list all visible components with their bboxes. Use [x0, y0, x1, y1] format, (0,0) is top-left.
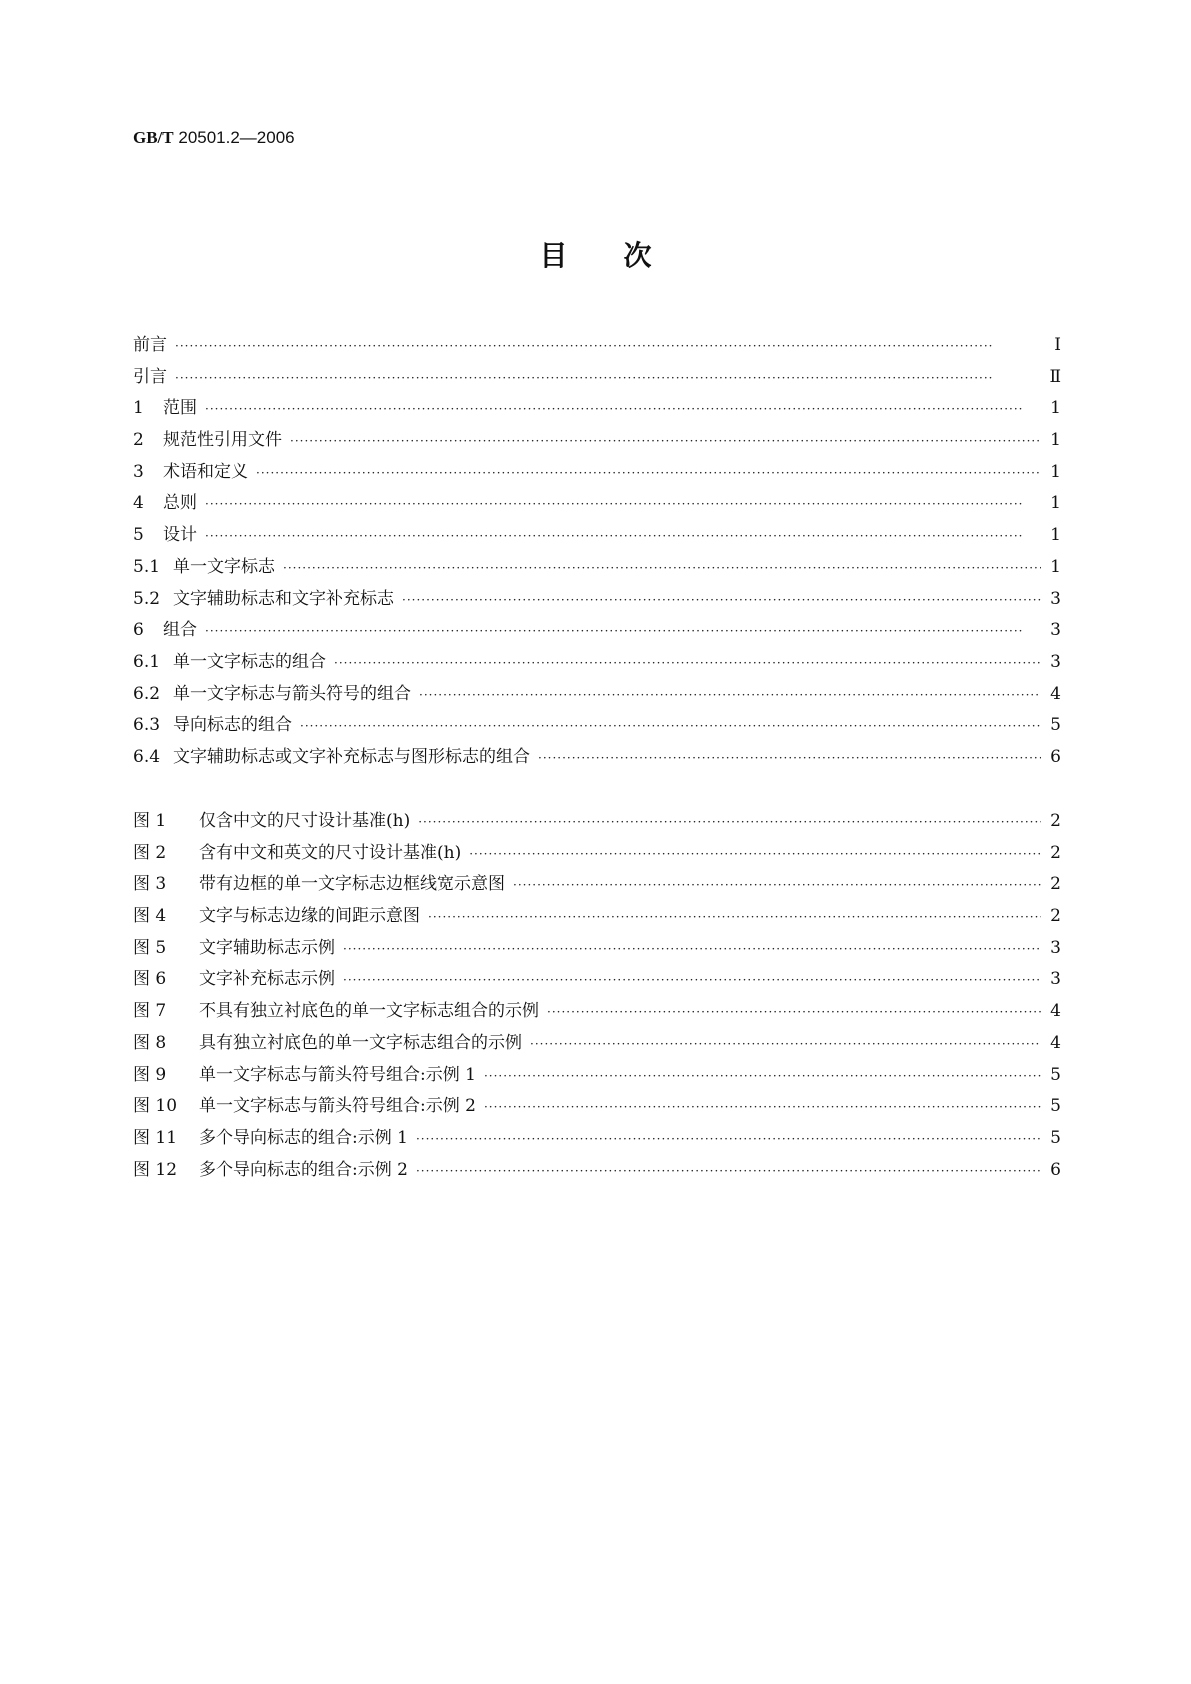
toc-entry[interactable] — [133, 838, 1061, 870]
dot-leader — [205, 402, 1041, 416]
entry-label: 设计 — [163, 525, 197, 546]
entry-page: 3 — [1050, 937, 1061, 958]
entry-label: 引言 — [133, 366, 167, 387]
dot-leader — [484, 1100, 1041, 1114]
entry-label: 文字辅助标志或文字补充标志与图形标志的组合 — [173, 746, 530, 767]
entry-label: 文字辅助标志示例 — [199, 937, 335, 958]
toc-entry[interactable] — [133, 742, 1061, 774]
entry-page: 5 — [1050, 715, 1061, 736]
entry-page: 1 — [1050, 525, 1061, 546]
code-number: 20501.2—2006 — [178, 128, 295, 147]
dot-leader — [469, 847, 1041, 861]
dot-leader — [538, 751, 1041, 765]
dot-leader — [334, 656, 1041, 670]
entry-label: 单一文字标志的组合 — [173, 651, 326, 672]
toc-entry[interactable] — [133, 806, 1061, 838]
toc-entry[interactable] — [133, 330, 1061, 362]
entry-label: 多个导向标志的组合:示例 2 — [199, 1159, 408, 1180]
entry-label: 单一文字标志与箭头符号的组合 — [173, 683, 411, 704]
entry-page: 1 — [1050, 556, 1061, 577]
entry-page: 4 — [1050, 683, 1061, 704]
dot-leader — [416, 1132, 1041, 1146]
dot-leader — [343, 942, 1041, 956]
entry-label: 导向标志的组合 — [173, 715, 292, 736]
entry-number: 图 11 — [133, 1127, 178, 1148]
dot-leader — [416, 1164, 1041, 1178]
toc-entry[interactable] — [133, 1028, 1061, 1060]
entry-label: 文字辅助标志和文字补充标志 — [173, 588, 394, 609]
entry-label: 单一文字标志与箭头符号组合:示例 2 — [199, 1096, 476, 1117]
toc-entry[interactable] — [133, 457, 1061, 489]
entry-number: 5.1 — [133, 556, 161, 577]
toc-entry[interactable] — [133, 552, 1061, 584]
entry-page: 6 — [1050, 746, 1061, 767]
entry-page: 3 — [1050, 969, 1061, 990]
entry-number: 6.3 — [133, 715, 161, 736]
entry-label: 含有中文和英文的尺寸设计基准(h) — [199, 842, 462, 863]
dot-leader — [418, 815, 1041, 829]
entry-label: 仅含中文的尺寸设计基准(h) — [199, 811, 411, 831]
toc-entry[interactable] — [133, 647, 1061, 679]
entry-page: 2 — [1050, 906, 1061, 927]
entry-page: 2 — [1050, 842, 1061, 863]
entry-label: 范围 — [163, 398, 197, 419]
entry-label: 不具有独立衬底色的单一文字标志组合的示例 — [199, 1001, 539, 1022]
entry-page: 5 — [1050, 1096, 1061, 1117]
entry-label: 单一文字标志与箭头符号组合:示例 1 — [199, 1064, 476, 1085]
toc-entry[interactable] — [133, 901, 1061, 933]
entry-label: 规范性引用文件 — [163, 430, 282, 451]
entry-page: 3 — [1050, 620, 1061, 641]
dot-leader — [205, 624, 1041, 638]
entry-number: 图 6 — [133, 969, 167, 990]
entry-page: Ⅱ — [1049, 366, 1061, 387]
toc-entry[interactable] — [133, 996, 1061, 1028]
dot-leader — [256, 466, 1041, 480]
entry-label: 组合 — [163, 620, 197, 641]
dot-leader — [428, 910, 1041, 924]
entry-label: 总则 — [163, 493, 197, 514]
entry-number: 6.4 — [133, 746, 161, 767]
toc-entry[interactable] — [133, 1123, 1061, 1155]
toc-sections — [133, 330, 1061, 774]
entry-number: 5 — [133, 525, 144, 546]
entry-label: 术语和定义 — [163, 461, 248, 482]
code-prefix: GB/T — [133, 128, 174, 147]
entry-page: 1 — [1050, 493, 1061, 514]
toc-entry[interactable] — [133, 488, 1061, 520]
toc-entry[interactable] — [133, 615, 1061, 647]
entry-number: 2 — [133, 430, 144, 451]
entry-number: 图 9 — [133, 1064, 167, 1085]
entry-label: 具有独立衬底色的单一文字标志组合的示例 — [199, 1032, 522, 1053]
toc-entry[interactable] — [133, 964, 1061, 996]
toc-entry[interactable] — [133, 520, 1061, 552]
entry-label: 前言 — [133, 335, 167, 355]
dot-leader — [513, 878, 1041, 892]
dot-leader — [175, 371, 1041, 385]
entry-page: 1 — [1050, 398, 1061, 419]
entry-page: 3 — [1050, 588, 1061, 609]
dot-leader — [290, 434, 1041, 448]
entry-number: 图 1 — [133, 811, 167, 831]
entry-page: 5 — [1050, 1064, 1061, 1085]
entry-page: 3 — [1050, 651, 1061, 672]
entry-number: 3 — [133, 461, 144, 482]
dot-leader — [419, 688, 1041, 702]
entry-number: 图 3 — [133, 874, 167, 895]
entry-label: 带有边框的单一文字标志边框线宽示意图 — [199, 874, 505, 895]
entry-page: 5 — [1050, 1127, 1061, 1148]
entry-number: 1 — [133, 398, 144, 419]
dot-leader — [530, 1037, 1041, 1051]
entry-number: 图 8 — [133, 1032, 167, 1053]
entry-page: 6 — [1050, 1159, 1061, 1180]
toc-entry[interactable] — [133, 1091, 1061, 1123]
entry-number: 图 7 — [133, 1001, 167, 1022]
entry-label: 单一文字标志 — [173, 556, 275, 577]
entry-page: 2 — [1050, 874, 1061, 895]
dot-leader — [283, 561, 1041, 575]
entry-label: 文字补充标志示例 — [199, 969, 335, 990]
dot-leader — [343, 973, 1041, 987]
toc-entry[interactable] — [133, 393, 1061, 425]
toc-entry[interactable] — [133, 425, 1061, 457]
toc-entry[interactable] — [133, 362, 1061, 394]
toc-entry[interactable] — [133, 1060, 1061, 1092]
toc-entry[interactable] — [133, 584, 1061, 616]
dot-leader — [300, 719, 1041, 733]
toc-figures — [133, 806, 1061, 1186]
dot-leader — [484, 1069, 1041, 1083]
entry-page: 1 — [1050, 461, 1061, 482]
dot-leader — [402, 593, 1041, 607]
toc-entry[interactable] — [133, 1155, 1061, 1187]
entry-number: 图 5 — [133, 937, 167, 958]
entry-number: 图 12 — [133, 1159, 178, 1180]
entry-page: 1 — [1050, 430, 1061, 451]
entry-label: 多个导向标志的组合:示例 1 — [199, 1127, 408, 1148]
toc-entry[interactable] — [133, 710, 1061, 742]
entry-number: 5.2 — [133, 588, 161, 609]
dot-leader — [547, 1005, 1041, 1019]
dot-leader — [205, 529, 1041, 543]
entry-page: 4 — [1050, 1001, 1061, 1022]
entry-number: 6.2 — [133, 683, 161, 704]
toc-entry[interactable] — [133, 869, 1061, 901]
entry-page: Ⅰ — [1054, 335, 1061, 355]
entry-number: 图 2 — [133, 842, 167, 863]
toc-entry[interactable] — [133, 933, 1061, 965]
dot-leader — [205, 497, 1041, 511]
entry-number: 4 — [133, 493, 144, 514]
document-code — [133, 128, 295, 148]
entry-page: 4 — [1050, 1032, 1061, 1053]
dot-leader — [175, 339, 1041, 353]
entry-number: 图 4 — [133, 906, 167, 927]
toc-entry[interactable] — [133, 679, 1061, 711]
page-title: 目次 — [539, 239, 708, 272]
entry-number: 6 — [133, 620, 144, 641]
entry-number: 6.1 — [133, 651, 161, 672]
entry-number: 图 10 — [133, 1096, 178, 1117]
entry-label: 文字与标志边缘的间距示意图 — [199, 906, 420, 927]
entry-page: 2 — [1050, 811, 1061, 831]
